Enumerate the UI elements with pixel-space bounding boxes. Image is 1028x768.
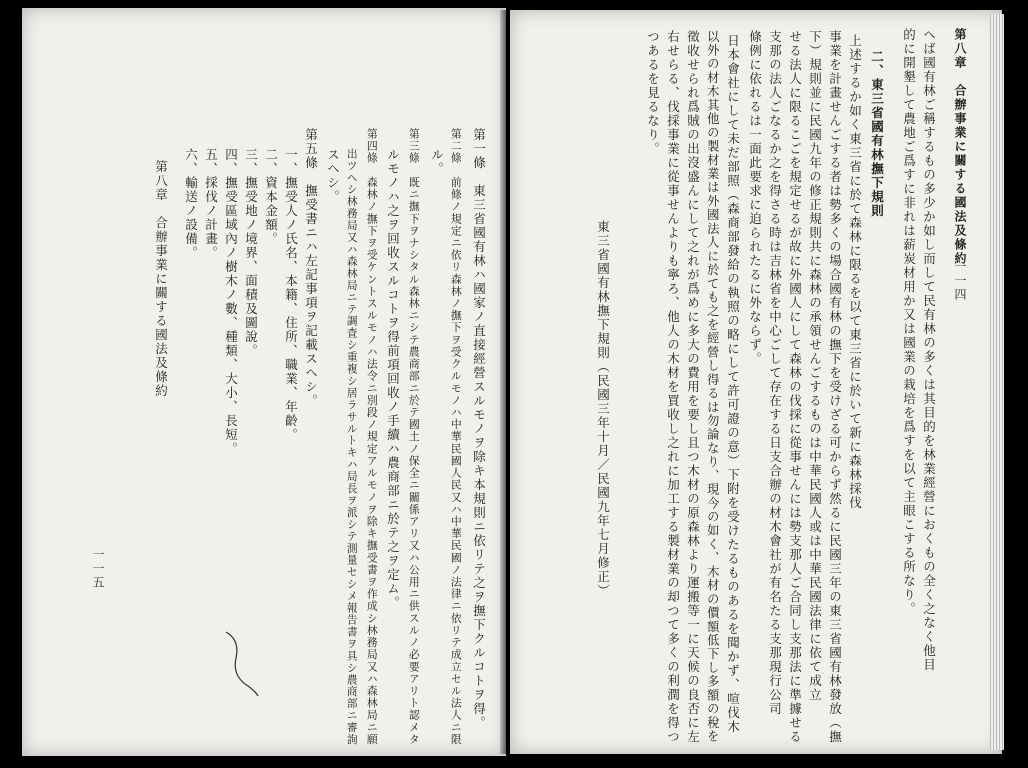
left-page-line: 第五條 撫受書ニハ左記事項ヲ記載スヘシ。 xyxy=(303,128,319,408)
right-page-line: へば國有林ご稱するもの多少か如し而して民有林の多くは其目的を林業經營におくもの全く之なく他目 xyxy=(921,28,937,672)
left-page-line: ルモノハ之ヲ回收スルコトヲ得前項回收ノ手續ハ農商部ニ於テ之ヲ定ム。 xyxy=(385,148,401,610)
right-page-line: 下）規則並に民國九年の修正規則共に森林の承領せんごするものは中華民國人或は中華民國法律に依て成立 xyxy=(807,30,823,702)
page-edges xyxy=(990,14,1004,750)
right-page-line: 事業を計畫せんごする者は勢多くの場合國有林の撫下を受けざる可からず然るに民國三年の東三省國有林發放（撫 xyxy=(827,30,843,744)
right-page-line: 支那の法人ごなるか之を得さる時は吉林省を中心ごして存在する日支合辦の材木會社が有名たる支那現行公司 xyxy=(767,30,783,716)
right-page-line: 徵收せられ爲賊の出沒盛んにして之れが爲めに多大の費用を要し且つ木材の原森林より運搬等一に天候の良否に左 xyxy=(685,30,701,744)
left-page-line: 第四條 森林ノ撫下ヲ受ケントスルモノハ法令ニ別段ノ規定アルモノヲ除キ撫受書ヲ作成シ林務局又ハ森林局ニ願 xyxy=(365,128,379,746)
left-page-line: 第三條 既ニ撫下ヲナシタル森林ニシテ農商部ニ於テ國土ノ保全ニ關係アリ又ハ公用ニ供スルノ必要アリト認メタ xyxy=(407,128,421,746)
left-page-line: 四、撫受區域內ノ樹木ノ數、種類、大小、長短。 xyxy=(223,148,239,456)
left-page-line: 三、撫受地ノ境界、面積及圖說。 xyxy=(243,148,259,358)
left-folio: 一一五 xyxy=(91,548,105,590)
right-page-line: 東三省國有林撫下規則（民國三年十月／民國九年七月修正） xyxy=(595,220,611,598)
left-page-line: 第一條 東三省國有林ハ國家ノ直接經營スルモノヲ除キ本規則ニ依リテ之ヲ撫下クルコトヲ得。 xyxy=(471,128,487,730)
left-page-line: 五、採伐ノ計畫。 xyxy=(203,148,219,260)
right-page-line: 以外の材木其他の製材業は外國法人に於ても之を經營し得るは勿論なり、現今の如く、木材の價額低下し多額の稅を xyxy=(705,30,720,744)
right-page-line: 的に開墾して農地ご爲すに非れは薪炭材用か又は國業の栽培を爲すを以て主眼こする所なり。 xyxy=(901,28,917,616)
right-page-line: 右せらる、伐採事業に從事せんよりも寧ろ、他人の木材を買收し之れに加工する製材業の却つて多くの利潤を得つ xyxy=(665,30,681,744)
right-folio: 一一四 xyxy=(953,260,967,302)
pen-mark xyxy=(222,628,262,698)
left-page xyxy=(22,8,506,756)
left-page-line: 二、資本金額。 xyxy=(263,148,279,246)
left-page-line: スヘシ。 xyxy=(325,148,341,204)
left-page-line: 六、輸送ノ設備。 xyxy=(183,148,199,260)
right-page-line: 日本會社にして未だ部照（森商部發給の執照の略にして許可證の意）下附を受けたるものあるを聞かず、喧伐木 xyxy=(725,34,741,734)
left-page-line: 第二條 前條ノ規定ニ依リ森林ノ撫下ヲ受クルモノハ中華民國人民又ハ中華民國ノ法律ニ依リテ成立セル法人ニ限 xyxy=(449,128,463,746)
left-page-line: ル。 xyxy=(429,148,445,176)
left-page-line: 一、撫受人ノ氏名、本籍、住所、職業、年齡。 xyxy=(283,148,299,442)
right-page-line: つあるを見るなり。 xyxy=(645,30,661,156)
left-page-line: 出ツヘシ林務局又ハ森林局ニテ調査シ重複シ居ラサルトキハ局長ヲ派シテ測量セシメ報告書ヲ具シ農商部ニ審詢 xyxy=(345,148,359,746)
right-page-line: せる法人に限るこごを規定せるが故に外國人にして森林の伐採に從事せんには勢支那人ご合同し支那法に準據せる xyxy=(787,30,803,744)
right-page xyxy=(510,10,1002,754)
right-page-line: 條例に依れるは一面此要求に迫られたるに外ならず。 xyxy=(747,30,763,366)
left-page-line: 第八章 合辦事業に關する國法及條約 xyxy=(153,160,169,398)
right-page-line: 二、東三省國有林撫下規則 xyxy=(869,50,885,218)
right-page-line: 上述するか如く東三省に於て森林に限るを以て東三省に於いて新に森林採伐 xyxy=(847,34,863,510)
right-header: 第八章 合辦事業に關する國法及條約 xyxy=(953,28,967,266)
